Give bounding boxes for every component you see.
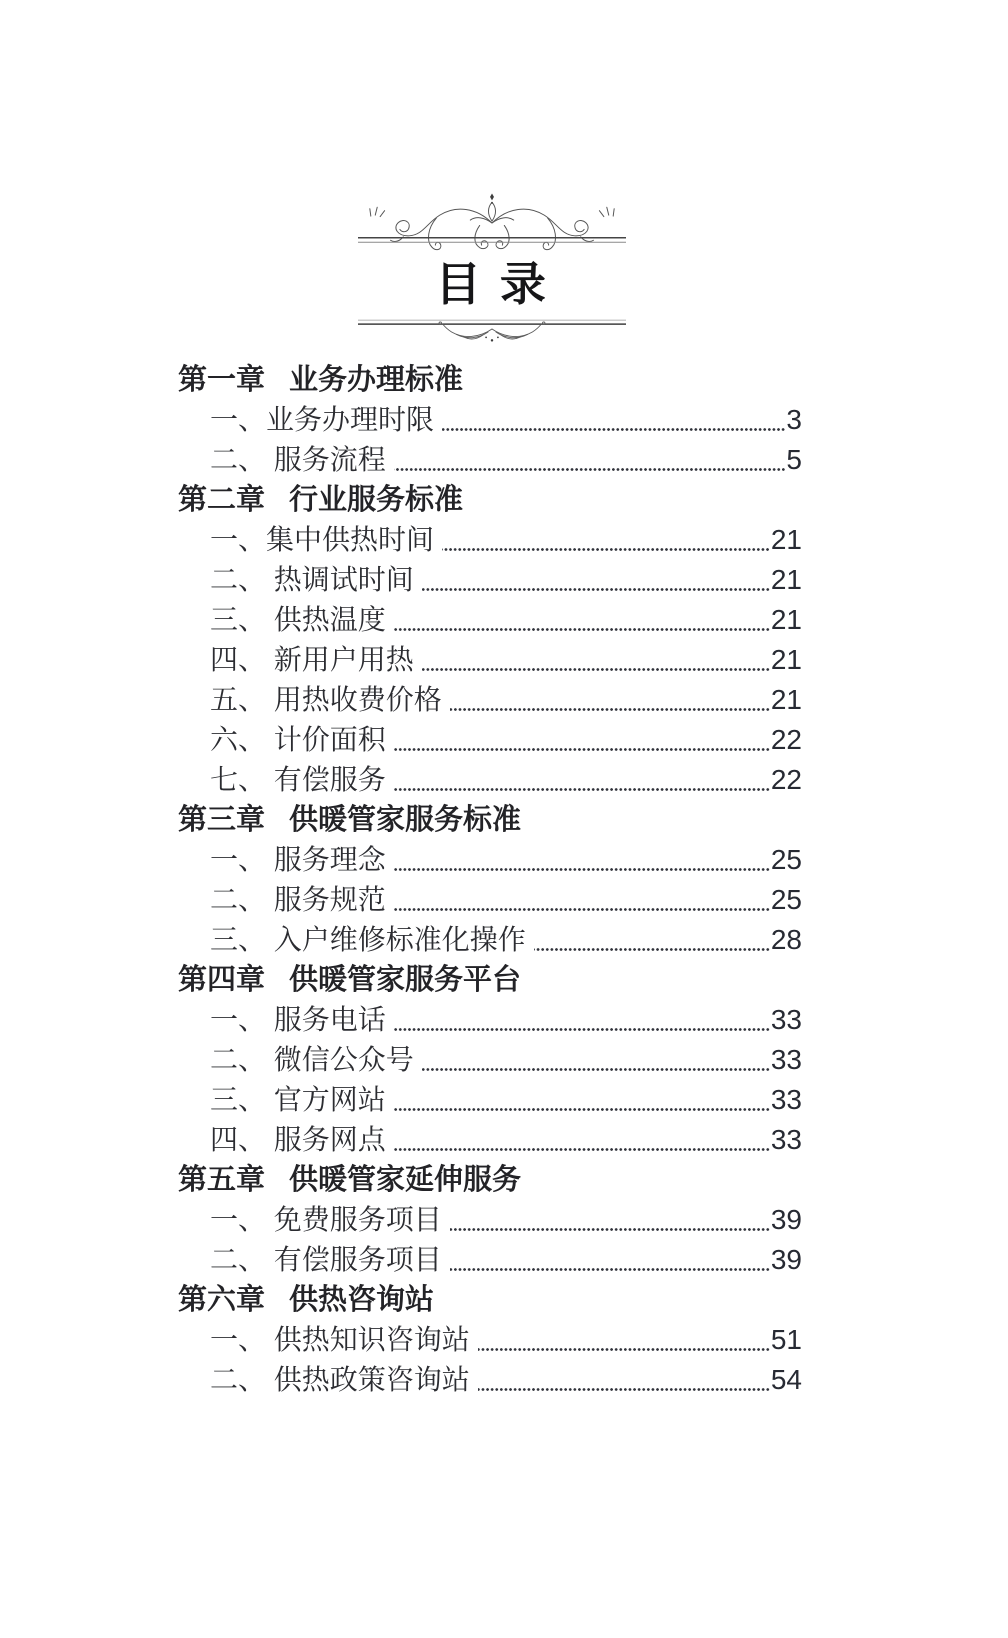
chapter-title: 行业服务标准 — [289, 484, 464, 516]
toc-entry-label: 二、 服务流程 — [210, 444, 386, 475]
top-flourish-icon — [358, 192, 626, 254]
toc-entry[interactable] — [178, 880, 802, 920]
toc-entry[interactable] — [178, 1120, 802, 1160]
chapter-number: 第六章 — [178, 1284, 266, 1316]
toc-entry[interactable] — [178, 1360, 802, 1400]
toc-entry-page: 5 — [786, 444, 802, 475]
toc-entry[interactable] — [178, 680, 802, 720]
toc-entry-page: 21 — [770, 604, 802, 635]
toc-entry[interactable] — [178, 760, 802, 800]
bottom-flourish-icon — [358, 318, 626, 344]
toc-entry[interactable] — [178, 1240, 802, 1280]
chapter-title: 业务办理标准 — [289, 364, 464, 396]
toc-entry-label: 一、 免费服务项目 — [210, 1204, 442, 1235]
dot-leader — [450, 1200, 770, 1240]
toc-entry[interactable] — [178, 1320, 802, 1360]
dot-leader — [394, 1000, 770, 1040]
chapter-heading — [178, 360, 802, 400]
chapter-number: 第五章 — [178, 1164, 266, 1196]
dot-leader — [478, 1320, 770, 1360]
dot-leader — [422, 560, 770, 600]
toc-entry[interactable] — [178, 920, 802, 960]
toc-entry-page: 28 — [770, 924, 802, 955]
chapter-heading — [178, 800, 802, 840]
toc-entry[interactable] — [178, 1080, 802, 1120]
toc-entry-page: 3 — [786, 404, 802, 435]
toc-entry-label: 四、 新用户用热 — [210, 644, 414, 675]
dot-leader — [394, 840, 770, 880]
toc-entry-label: 三、 官方网站 — [210, 1084, 386, 1115]
toc-entry-label: 四、 服务网点 — [210, 1124, 386, 1155]
toc-entry-label: 三、 入户维修标准化操作 — [210, 924, 526, 955]
chapter-heading — [178, 1280, 802, 1320]
toc-entry-page: 21 — [770, 564, 802, 595]
dot-leader — [450, 1240, 770, 1280]
toc-entry-label: 一、业务办理时限 — [210, 404, 435, 435]
toc-entry-label: 二、 微信公众号 — [210, 1044, 414, 1075]
toc-entry[interactable] — [178, 1040, 802, 1080]
toc-entry[interactable] — [178, 720, 802, 760]
toc-list — [178, 360, 802, 1400]
toc-entry-label: 七、 有偿服务 — [210, 764, 386, 795]
toc-entry-label: 一、 服务电话 — [210, 1004, 386, 1035]
toc-entry[interactable] — [178, 440, 802, 480]
dot-leader — [442, 400, 785, 440]
chapter-number: 第三章 — [178, 804, 266, 836]
dot-leader — [450, 680, 770, 720]
toc-entry-page: 54 — [770, 1364, 802, 1395]
toc-entry-label: 二、 有偿服务项目 — [210, 1244, 442, 1275]
chapter-title: 供暖管家服务标准 — [289, 804, 522, 836]
chapter-heading — [178, 960, 802, 1000]
toc-entry-page: 39 — [770, 1244, 802, 1275]
toc-entry-page: 21 — [770, 644, 802, 675]
dot-leader — [394, 440, 786, 480]
toc-entry-label: 五、 用热收费价格 — [210, 684, 442, 715]
dot-leader — [394, 600, 770, 640]
dot-leader — [422, 640, 770, 680]
dot-leader — [394, 760, 770, 800]
dot-leader — [394, 1120, 770, 1160]
chapter-number: 第二章 — [178, 484, 266, 516]
toc-entry-label: 二、 热调试时间 — [210, 564, 414, 595]
dot-leader — [534, 920, 770, 960]
dot-leader — [422, 1040, 770, 1080]
toc-entry-page: 51 — [770, 1324, 802, 1355]
toc-entry-page: 21 — [770, 524, 802, 555]
toc-entry-label: 六、 计价面积 — [210, 724, 386, 755]
chapter-heading — [178, 1160, 802, 1200]
toc-entry-label: 一、 服务理念 — [210, 844, 386, 875]
toc-entry-label: 二、 服务规范 — [210, 884, 386, 915]
toc-entry-label: 一、 供热知识咨询站 — [210, 1324, 470, 1355]
chapter-title: 供暖管家延伸服务 — [289, 1164, 522, 1196]
toc-entry[interactable] — [178, 640, 802, 680]
chapter-title: 供热咨询站 — [289, 1284, 435, 1316]
toc-entry-page: 22 — [770, 724, 802, 755]
toc-entry[interactable] — [178, 520, 802, 560]
page-title: 目 录 — [435, 258, 549, 310]
toc-entry-page: 25 — [770, 844, 802, 875]
chapter-number: 第一章 — [178, 364, 266, 396]
toc-entry-page: 21 — [770, 684, 802, 715]
toc-entry-page: 25 — [770, 884, 802, 915]
toc-entry[interactable] — [178, 1000, 802, 1040]
toc-entry-label: 二、 供热政策咨询站 — [210, 1364, 470, 1395]
toc-header — [358, 192, 626, 344]
dot-leader — [478, 1360, 770, 1400]
toc-entry-page: 33 — [770, 1004, 802, 1035]
toc-entry-page: 33 — [770, 1044, 802, 1075]
dot-leader — [442, 520, 770, 560]
dot-leader — [394, 1080, 770, 1120]
toc-entry[interactable] — [178, 400, 802, 440]
toc-entry-page: 33 — [770, 1084, 802, 1115]
toc-entry-page: 33 — [770, 1124, 802, 1155]
chapter-number: 第四章 — [178, 964, 266, 996]
dot-leader — [394, 720, 770, 760]
dot-leader — [394, 880, 770, 920]
toc-entry[interactable] — [178, 560, 802, 600]
toc-entry-page: 39 — [770, 1204, 802, 1235]
toc-entry[interactable] — [178, 840, 802, 880]
toc-entry-label: 一、集中供热时间 — [210, 524, 435, 555]
toc-entry[interactable] — [178, 600, 802, 640]
toc-entry-page: 22 — [770, 764, 802, 795]
chapter-heading — [178, 480, 802, 520]
toc-entry-label: 三、 供热温度 — [210, 604, 386, 635]
chapter-title: 供暖管家服务平台 — [289, 964, 522, 996]
toc-entry[interactable] — [178, 1200, 802, 1240]
